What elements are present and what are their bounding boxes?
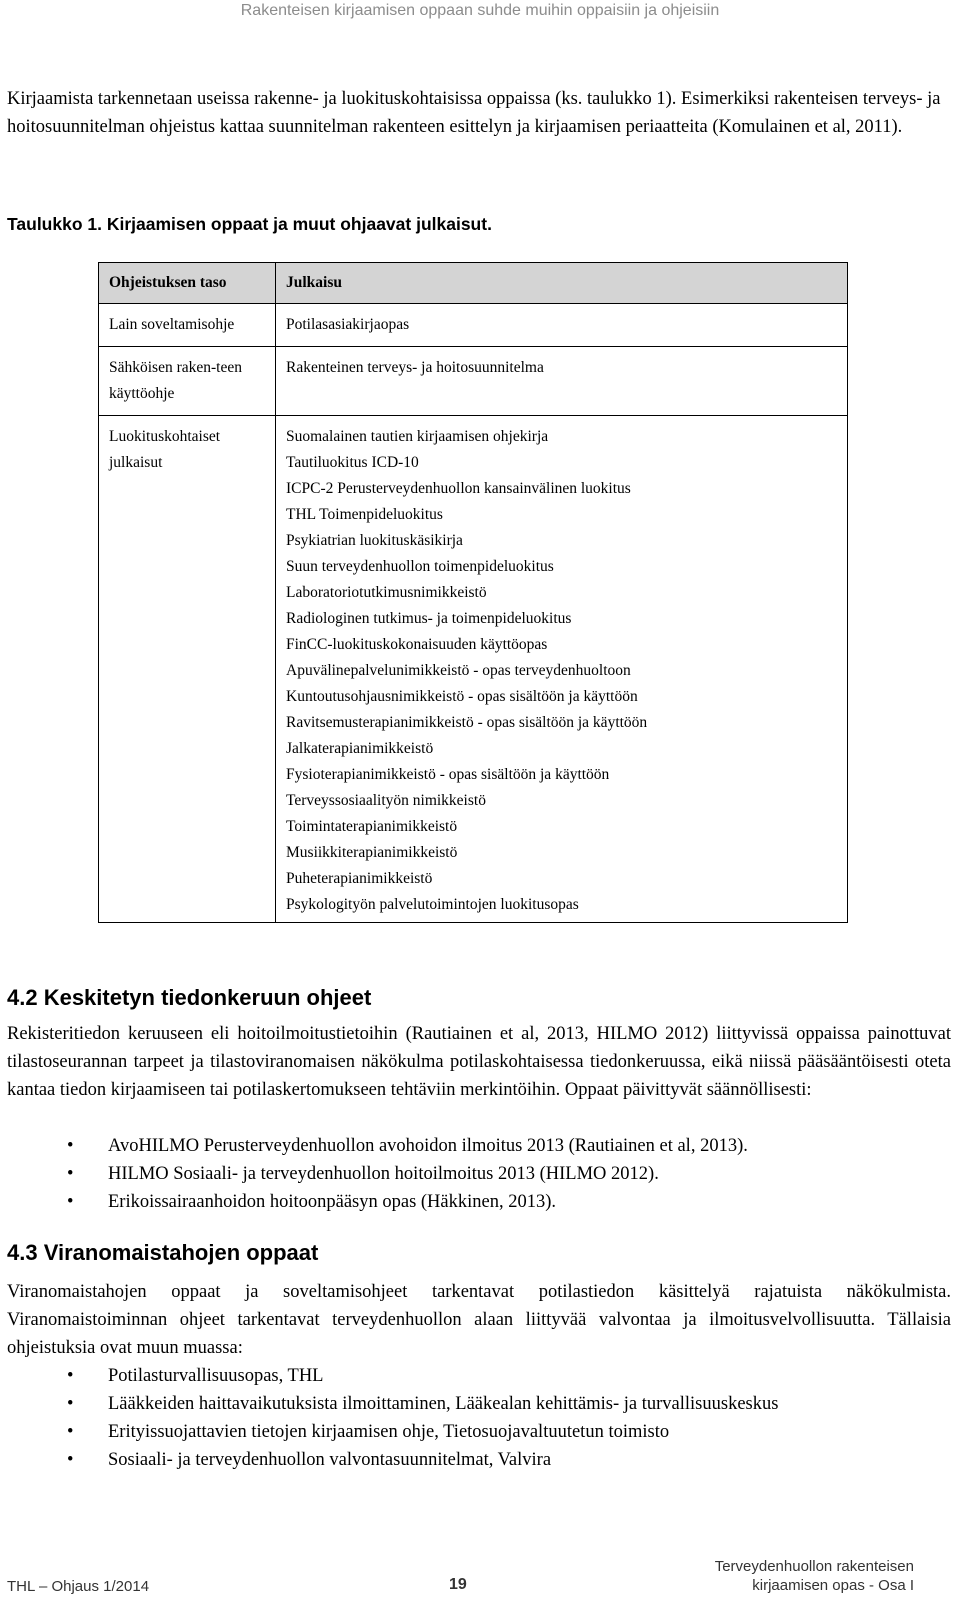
list-item-text: HILMO Sosiaali- ja terveydenhuollon hoitoilmoitus 2013 (HILMO 2012).	[108, 1164, 659, 1184]
row-level: Lain soveltamisohje	[99, 304, 276, 347]
publication-item: Rakenteinen terveys- ja hoitosuunnitelma	[286, 359, 544, 376]
publication-item: Ravitsemusterapianimikkeistö - opas sisältöön ja käyttöön	[286, 714, 648, 731]
list-item	[67, 1446, 778, 1474]
publication-item: Psykologityön palvelutoimintojen luokitusopas	[286, 896, 579, 913]
list-item	[67, 1188, 748, 1216]
bullet-icon: •	[67, 1164, 74, 1184]
section-4-3-paragraph: Viranomaistahojen oppaat ja soveltamisohjeet tarkentavat potilastiedon käsittelyä rajatuista näkökulmista. Viranomaistoiminnan ohjeet tarkentavat terveydenhuollon alaan liittyvää valvontaa ja ilmoitusvelvollisuutta. Tällaisia ohjeistuksia ovat muun muassa:	[7, 1282, 951, 1358]
publication-item: Suun terveydenhuollon toimenpideluokitus	[286, 558, 554, 575]
footer-title-line: kirjaamisen opas - Osa I	[752, 1577, 914, 1594]
intro-paragraph: Kirjaamista tarkennetaan useissa rakenne- ja luokituskohtaisissa oppaissa (ks. taulukko 1). Esimerkiksi rakenteisen terveys- ja hoitosuunnitelman ohjeistus kattaa suunnitelman rakenteen esittelyn ja kirjaamisen periaatteita (Komulainen et al, 2011).	[7, 89, 941, 137]
publication-item: Toimintaterapianimikkeistö	[286, 818, 458, 835]
publication-item: Jalkaterapianimikkeistö	[286, 740, 434, 757]
list-item	[67, 1160, 748, 1188]
header-publication: Julkaisu	[276, 263, 848, 304]
list-item	[67, 1362, 778, 1390]
list-item-text: AvoHILMO Perusterveydenhuollon avohoidon ilmoitus 2013 (Rautiainen et al, 2013).	[108, 1136, 748, 1156]
section-4-2-paragraph: Rekisteritiedon keruuseen eli hoitoilmoitustietoihin (Rautiainen et al, 2013, HILMO 2012) liittyvissä oppaissa painottuvat tilastoseurannan tarpeet ja tilastoviranomaisen näkökulma potilaskohtaisessa tiedonkeruussa, eikä niissä pääsääntöisesti oteta kantaa tiedon kirjaamiseen tai potilaskertomukseen tehtäviin merkintöihin. Oppaat päivittyvät säännöllisesti:	[7, 1024, 951, 1100]
publication-item: Kuntoutusohjausnimikkeistö - opas sisältöön ja käyttöön	[286, 688, 638, 705]
publication-item: Tautiluokitus ICD-10	[286, 454, 419, 471]
bullet-icon: •	[67, 1450, 74, 1470]
list-item-text: Sosiaali- ja terveydenhuollon valvontasuunnitelmat, Valvira	[108, 1450, 552, 1470]
running-header: Rakenteisen kirjaamisen oppaan suhde muihin oppaisiin ja ohjeisiin	[240, 2, 720, 19]
publication-item: Psykiatrian luokituskäsikirja	[286, 532, 463, 549]
publication-item: Suomalainen tautien kirjaamisen ohjekirja	[286, 428, 549, 445]
section-4-3-bullet-list	[67, 1362, 778, 1474]
bullet-icon: •	[67, 1394, 74, 1414]
publication-item: FinCC-luokituskokonaisuuden käyttöopas	[286, 636, 548, 653]
footer-title-line: Terveydenhuollon rakenteisen	[714, 1558, 914, 1575]
list-item-text: Erityissuojattavien tietojen kirjaamisen ohje, Tietosuojavaltuutetun toimisto	[108, 1422, 670, 1442]
table-header-row	[99, 263, 848, 304]
footer-publication: THL – Ohjaus 1/2014	[7, 1578, 150, 1595]
list-item	[67, 1418, 778, 1446]
publication-item: THL Toimenpideluokitus	[286, 506, 443, 523]
row-publications	[276, 347, 848, 416]
bullet-icon: •	[67, 1422, 74, 1442]
list-item-text: Lääkkeiden haittavaikutuksista ilmoittaminen, Lääkealan kehittämis- ja turvallisuuskeskus	[108, 1394, 779, 1414]
row-level: Sähköisen raken-teen käyttöohje	[99, 347, 276, 416]
section-heading-4-3: 4.3 Viranomaistahojen oppaat	[7, 1240, 319, 1265]
publication-item: Terveyssosiaalityön nimikkeistö	[286, 792, 486, 809]
bullet-icon: •	[67, 1192, 74, 1212]
list-item-text: Potilasturvallisuusopas, THL	[108, 1366, 324, 1386]
row-level: Luokituskohtaiset julkaisut	[99, 416, 276, 923]
list-item-text: Erikoissairaanhoidon hoitoonpääsyn opas (Häkkinen, 2013).	[108, 1192, 557, 1212]
list-item	[67, 1390, 778, 1418]
table-row	[99, 304, 848, 347]
section-heading-4-2: 4.2 Keskitetyn tiedonkeruun ohjeet	[7, 985, 372, 1010]
footer-document-title	[715, 1557, 914, 1595]
bullet-icon: •	[67, 1136, 74, 1156]
row-publications	[276, 416, 848, 923]
page-number: 19	[449, 1576, 467, 1593]
table-row	[99, 347, 848, 416]
list-item	[67, 1132, 748, 1160]
publication-item: Apuvälinepalvelunimikkeistö - opas terveydenhuoltoon	[286, 662, 631, 679]
publication-item: Potilasasiakirjaopas	[286, 316, 410, 333]
publication-item: Puheterapianimikkeistö	[286, 870, 433, 887]
publication-item: Musiikkiterapianimikkeistö	[286, 844, 458, 861]
row-publications	[276, 304, 848, 347]
section-4-2-bullet-list	[67, 1132, 748, 1216]
table-row	[99, 416, 848, 923]
publications-table	[98, 262, 848, 923]
publication-item: Laboratoriotutkimusnimikkeistö	[286, 584, 487, 601]
publication-item: ICPC-2 Perusterveydenhuollon kansainvälinen luokitus	[286, 480, 631, 497]
header-level: Ohjeistuksen taso	[99, 263, 276, 304]
bullet-icon: •	[67, 1366, 74, 1386]
publication-item: Radiologinen tutkimus- ja toimenpideluokitus	[286, 610, 572, 627]
table-caption: Taulukko 1. Kirjaamisen oppaat ja muut ohjaavat julkaisut.	[7, 214, 492, 234]
publication-item: Fysioterapianimikkeistö - opas sisältöön ja käyttöön	[286, 766, 610, 783]
